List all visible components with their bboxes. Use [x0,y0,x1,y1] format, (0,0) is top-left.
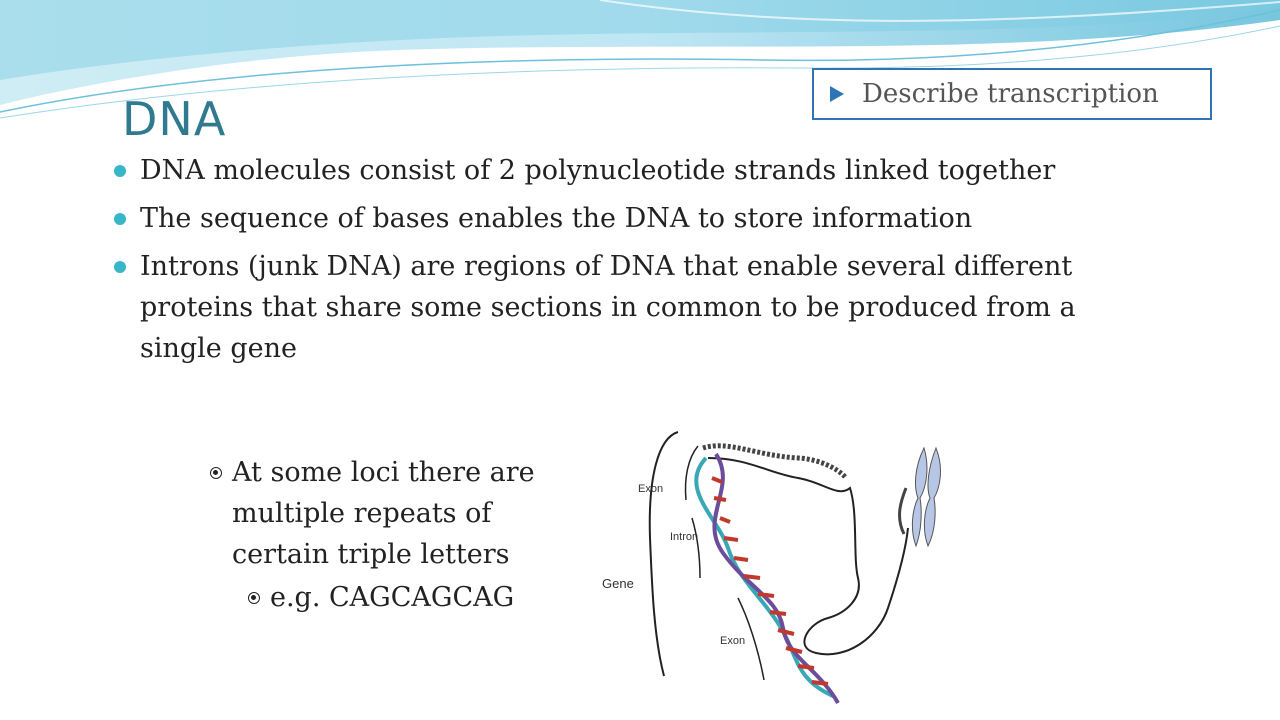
bullet-item: Introns (junk DNA) are regions of DNA that enable several different proteins that share some sections in common to be produced from a single gene [112,246,1152,369]
bullet-list [112,150,1152,376]
play-triangle-icon [830,86,844,102]
slide-title: DNA [122,92,227,146]
bullet-dot-icon [114,261,126,273]
circle-bullet-icon [210,467,222,479]
exon-label-top: Exon [638,483,664,495]
sub-bullet-item: At some loci there are multiple repeats of certain triple letters [216,452,576,575]
bullet-item: The sequence of bases enables the DNA to store information [112,198,1152,239]
bullet-item: DNA molecules consist of 2 polynucleotide strands linked together [112,150,1152,191]
sub-bullet-list [216,452,576,618]
dna-gene-diagram [588,418,964,720]
sub-bullet-item: e.g. CAGCAGCAG [254,577,576,618]
intron-label: Intron [670,531,699,543]
gene-label: Gene [602,576,634,591]
chromosome-icon [900,448,941,546]
bullet-dot-icon [114,165,126,177]
objective-box [812,68,1212,120]
bullet-dot-icon [114,213,126,225]
objective-text: Describe transcription [862,79,1159,109]
circle-bullet-icon [248,592,260,604]
exon-label-bottom: Exon [720,635,746,647]
